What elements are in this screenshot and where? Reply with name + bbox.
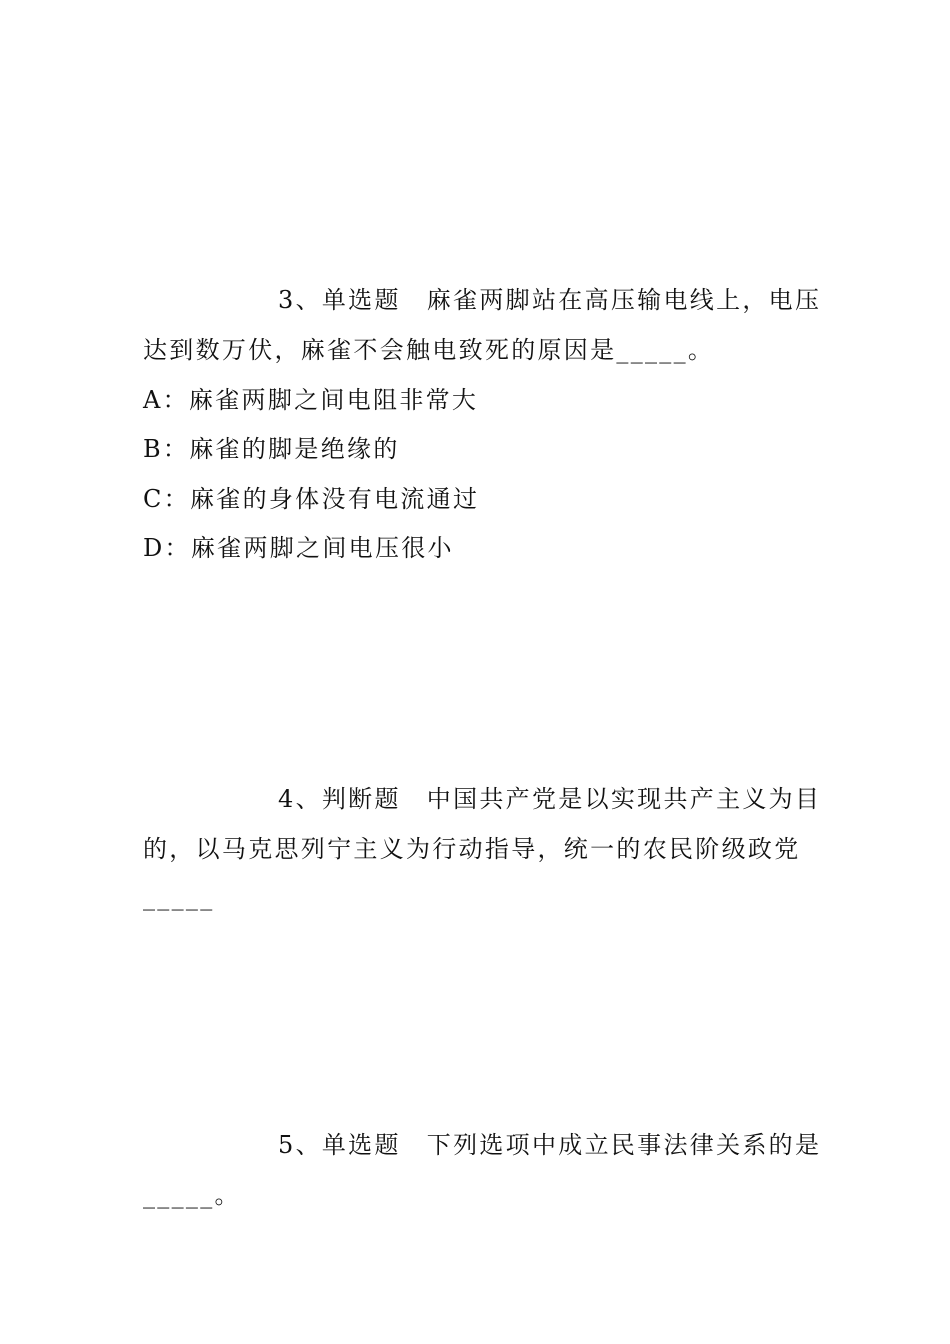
question-4-text-continued: 的，以马克思列宁主义为行动指导，统一的农民阶级政党 (143, 835, 801, 863)
question-5-answer-blank: _____。 (143, 1181, 241, 1209)
question-3-first-line (278, 285, 822, 315)
question-4-text-start: 中国共产党是以实现共产主义为目 (426, 785, 822, 813)
question-3-text-start: 麻雀两脚站在高压输电线上，电压 (426, 286, 822, 314)
question-5-first-line (278, 1130, 822, 1160)
question-3-option-a: A：麻雀两脚之间电阻非常大 (143, 386, 479, 414)
question-4-answer-blank: _____ (143, 883, 215, 911)
question-4-type-label: 4、判断题 (278, 785, 401, 813)
question-3-option-b: B：麻雀的脚是绝缘的 (143, 435, 400, 463)
question-3-option-c: C：麻雀的身体没有电流通过 (143, 485, 480, 513)
question-3-option-d: D：麻雀两脚之间电压很小 (143, 534, 454, 562)
question-4-first-line (278, 784, 822, 814)
question-5-type-label: 5、单选题 (278, 1131, 401, 1159)
question-5-text-start: 下列选项中成立民事法律关系的是 (426, 1131, 822, 1159)
question-3-type-label: 3、单选题 (278, 286, 401, 314)
question-3-text-continued: 达到数万伏，麻雀不会触电致死的原因是_____。 (143, 336, 715, 364)
